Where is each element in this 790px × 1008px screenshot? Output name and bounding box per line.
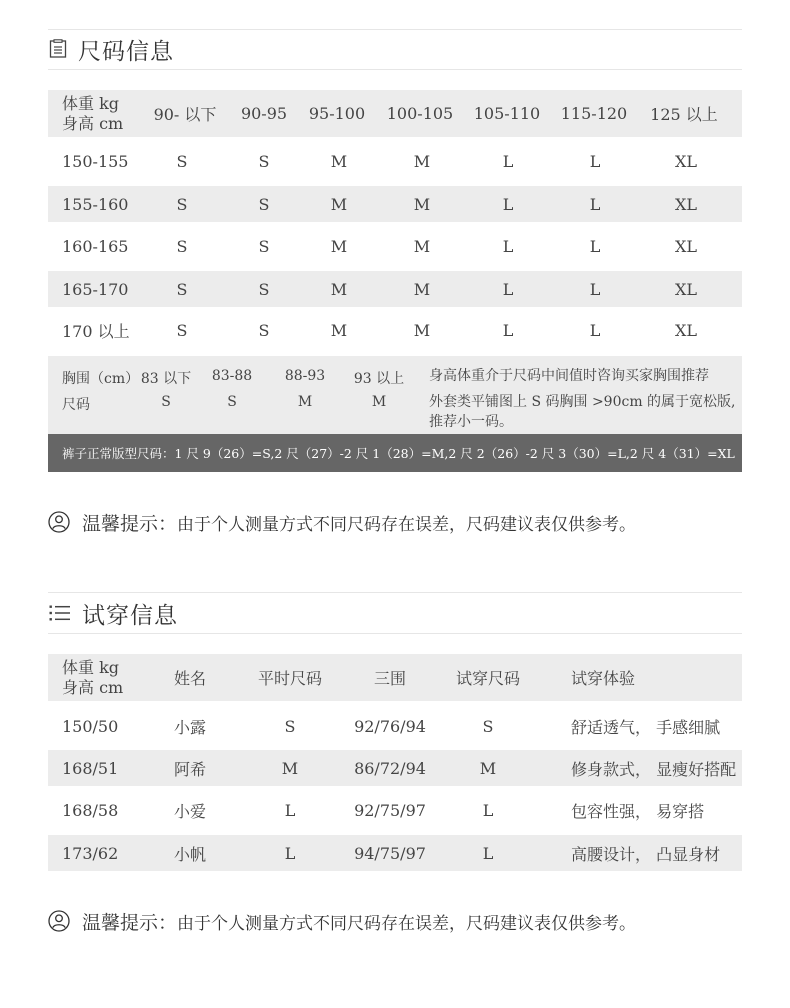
chest-size-1: S [161,394,171,410]
size-cell: XL [674,151,697,171]
usual-size-cell: S [284,716,296,736]
size-cell: L [589,194,601,214]
size-cell: S [258,279,270,299]
trial-info-heading [48,598,178,628]
experience-header: 试穿体验 [571,669,636,688]
size-cell: S [258,194,270,214]
weight-height-label [62,94,123,134]
size-cell: S [176,320,188,340]
tip-banner-2 [48,907,636,935]
height-label: 身高 cm [62,113,124,133]
document-icon [48,39,68,59]
experience-cell: 包容性强， 易穿搭 [571,801,705,821]
trial-size-cell: L [482,800,494,820]
size-cell: L [589,151,601,171]
hw-cell: 150/50 [62,716,119,736]
measurements-header: 三围 [373,669,406,688]
table-row [48,271,742,307]
table-row [48,312,742,348]
name-cell: 小帆 [174,844,207,864]
trial-weight-height-label [62,658,123,698]
size-cell: L [502,279,514,299]
table-row [48,186,742,222]
chest-size-4: M [371,394,387,410]
name-cell: 阿希 [174,759,207,779]
weight-label: 体重 kg [62,93,120,113]
tip-text: 由于个人测量方式不同尺码存在误差，尺码建议表仅供参考。 [177,514,637,535]
hw-cell: 168/51 [62,758,119,778]
chest-range-2: 83-88 [211,368,253,384]
table-row [48,143,742,179]
height-cell: 160-165 [62,236,129,256]
size-cell: M [413,279,431,299]
measurements-cell: 94/75/97 [354,843,426,863]
chest-range-1: 83 以下 [140,371,192,387]
size-cell: M [413,194,431,214]
size-info-heading [48,34,174,64]
size-cell: M [330,236,348,256]
size-cell: XL [674,279,697,299]
hw-cell: 173/62 [62,843,119,863]
table-row [48,228,742,264]
trial-table-header [48,654,742,701]
heading-divider [48,69,742,70]
chest-size-label: 尺码 [62,397,90,413]
size-cell: L [589,236,601,256]
name-cell: 小露 [174,717,207,737]
table-row [48,835,742,871]
weight-col-4: 100-105 [386,104,454,123]
size-cell: L [502,320,514,340]
experience-cell: 舒适透气， 手感细腻 [571,717,721,737]
trial-size-header: 试穿尺码 [455,669,520,688]
user-icon [48,511,70,533]
measurements-cell: 92/75/97 [354,800,426,820]
size-cell: XL [674,194,697,214]
chest-size-box [48,356,742,434]
size-cell: L [589,279,601,299]
size-info-title: 尺码信息 [78,38,174,65]
size-cell: XL [674,236,697,256]
height-cell: 150-155 [62,151,129,171]
name-cell: 小爱 [174,801,207,821]
size-cell: S [258,151,270,171]
chest-size-2: S [227,394,237,410]
weight-col-3: 95-100 [308,104,366,123]
measurements-cell: 86/72/94 [354,758,426,778]
size-cell: S [176,279,188,299]
size-cell: S [258,320,270,340]
experience-cell: 高腰设计， 凸显身材 [571,844,721,864]
size-cell: M [330,194,348,214]
usual-size-cell: M [281,758,299,778]
trial-weight-label: 体重 kg [62,657,120,677]
size-cell: L [502,194,514,214]
size-cell: M [330,320,348,340]
trial-height-label: 身高 cm [62,677,124,697]
height-cell: 155-160 [62,194,129,214]
height-cell: 165-170 [62,279,129,299]
size-cell: S [258,236,270,256]
trial-heading-divider [48,633,742,634]
tip-label: 温馨提示： [82,911,178,934]
chest-note-3: 推荐小一码。 [429,414,513,430]
tip-banner [48,508,636,536]
weight-col-2: 90-95 [240,104,288,123]
usual-size-cell: L [284,843,296,863]
size-cell: S [176,194,188,214]
size-cell: S [176,236,188,256]
height-cell: 170 以上 [62,321,130,341]
hw-cell: 168/58 [62,800,119,820]
size-table-header [48,90,742,137]
chest-note-2: 外套类平铺图上 S 码胸围 >90cm 的属于宽松版, [429,394,736,410]
size-cell: M [413,236,431,256]
trial-size-cell: L [482,843,494,863]
tip-label: 温馨提示： [82,512,178,535]
size-cell: S [176,151,188,171]
weight-col-7: 125 以上 [650,105,718,124]
usual-size-cell: L [284,800,296,820]
top-divider [48,29,742,30]
weight-col-5: 105-110 [473,104,541,123]
chest-size-3: M [297,394,313,410]
list-icon [48,603,72,623]
trial-size-cell: S [482,716,494,736]
pants-size-text: 裤子正常版型尺码：1 尺 9（26）=S,2 尺（27）-2 尺 1（28）=M,2 尺 2（26）-2 尺 3（30）=L,2 尺 4（31）=XL [62,446,735,461]
pants-size-note [48,434,742,472]
table-row [48,750,742,786]
size-cell: M [330,279,348,299]
experience-cell: 修身款式， 显瘦好搭配 [571,759,737,779]
size-cell: L [589,320,601,340]
chest-range-4: 93 以上 [353,371,405,387]
size-cell: XL [674,320,697,340]
size-cell: M [413,151,431,171]
name-header: 姓名 [174,669,207,688]
table-row [48,708,742,744]
tip-text: 由于个人测量方式不同尺码存在误差，尺码建议表仅供参考。 [177,913,637,934]
trial-info-title: 试穿信息 [82,602,178,629]
trial-size-cell: M [479,758,497,778]
chest-note-1: 身高体重介于尺码中间值时咨询买家胸围推荐 [429,368,709,384]
size-cell: M [413,320,431,340]
size-cell: L [502,151,514,171]
user-icon [48,910,70,932]
chest-label: 胸围（cm） [62,371,140,387]
size-cell: L [502,236,514,256]
measurements-cell: 92/76/94 [354,716,426,736]
chest-range-3: 88-93 [284,368,326,384]
trial-top-divider [48,592,742,593]
weight-col-1: 90- 以下 [153,105,217,124]
size-cell: M [330,151,348,171]
weight-col-6: 115-120 [560,104,628,123]
table-row [48,792,742,828]
usual-size-header: 平时尺码 [257,669,322,688]
